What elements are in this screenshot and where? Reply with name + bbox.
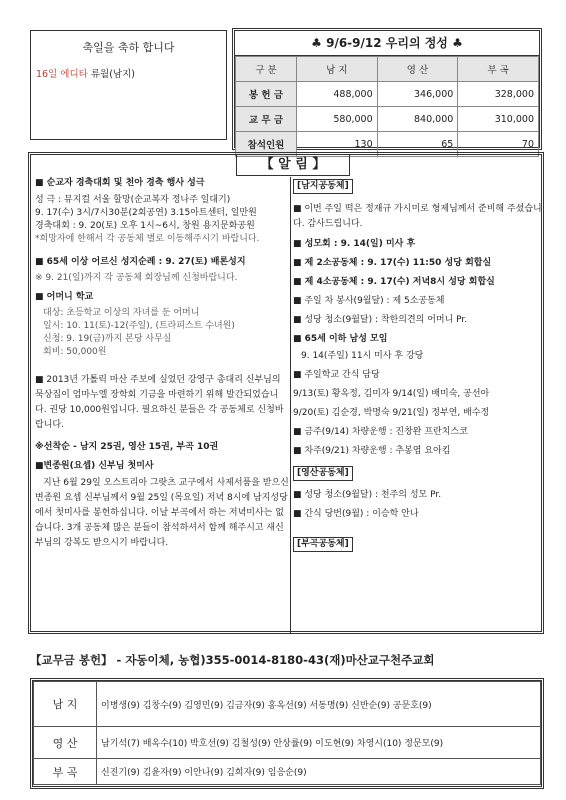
cell-value: 488,000 [297, 82, 378, 107]
notice-line: 회비: 50,000원 [43, 347, 107, 357]
offerings-box [232, 28, 542, 150]
offerings-header-row [236, 57, 539, 82]
donor-list-box [30, 678, 544, 789]
donation-account: 【교무금 봉헌】 - 자동이체, 농협)355-0014-8180-43(재)마산교구천주교회 [30, 653, 435, 667]
notice-paragraph: ■ 이번 주일 떡은 정재규 가시미로 형제님께서 준비해 주셨습니다. 감사드립니다. [293, 204, 542, 229]
cell-value: 65 [377, 132, 458, 157]
section-label-bugok: [부곡공동체] [293, 537, 353, 552]
row-label: 영 산 [34, 727, 97, 759]
donor-names: 이병생(9) 김창수(9) 김영민(9) 김금자(9) 홍옥선(9) 서동명(9) 신반순(9) 공문호(9) [97, 682, 541, 727]
notice-line: ■ 제 2소공동체 : 9. 17(수) 11:50 성당 회합실 [293, 258, 492, 268]
offerings-table [235, 56, 539, 157]
row-label: 부 곡 [34, 759, 97, 785]
notice-line: ■ 금주(9/14) 차량운행 : 진창완 프란치스코 [293, 427, 468, 437]
feast-day-saint: 에디타 [60, 69, 88, 80]
notice-paragraph: ■ 2013년 가톨릭 마산 주보에 실었던 강영구 총대리 신부님의 묵상집이 엄마누엘 장학회 기금을 마련하기 위해 발간되었습니다. 권당 10,000원입니다. 필요하신 분들은 각 공동체로 신청바랍니다. [35, 375, 284, 430]
table-row [34, 682, 541, 727]
notice-line: 9. 17(수) 3시/7시30분(2회공연) 3.15아트센터, 일만원 [35, 208, 257, 218]
offerings-title: ♣ 9/6-9/12 우리의 정성 ♣ [235, 31, 539, 56]
cell-value: 310,000 [458, 107, 539, 132]
feast-day-box [30, 30, 227, 140]
table-row [236, 82, 539, 107]
notice-line: 대상: 초등학교 이상의 자녀를 둔 어머니 [43, 308, 200, 318]
notice-line: *희망자에 한해서 각 공동체 별로 이동해주시기 바랍니다. [35, 234, 260, 244]
donor-names: 남기석(7) 배옥수(10) 박호선(9) 김철성(9) 안상률(9) 이도현(9) 차영시(10) 정문모(9) [97, 727, 541, 759]
feast-day-entry [36, 66, 226, 80]
notice-line: 성 극 : 뮤지컬 서울 할망(순교복자 정나주 일대기) [35, 195, 231, 205]
donor-table [33, 681, 541, 785]
notice-line: ■ 간식 당번(9월) : 이승학 안나 [293, 509, 419, 519]
notice-line: ■ 성당 청소(9월달) : 천주의 성모 Pr. [293, 490, 442, 500]
notice-heading: ■ 65세 이상 어르신 성지순례 : 9. 27(토) 배론성지 [35, 257, 246, 267]
section-label-namji: [남지공동체] [293, 179, 353, 194]
notices-title: 【 알 림 】 [236, 155, 350, 176]
notice-line: ■ 차주(9/21) 차량운행 : 추봉엽 요아킴 [293, 446, 451, 456]
cell-value: 328,000 [458, 82, 539, 107]
cell-value: 840,000 [377, 107, 458, 132]
cell-value: 580,000 [297, 107, 378, 132]
notice-line: ■ 65세 이하 남성 모임 [293, 334, 388, 344]
notice-line: 일시: 10. 11(토)-12(주일), (트라피스트 수녀원) [43, 321, 235, 331]
table-row [34, 759, 541, 785]
notice-line: 신청: 9. 19(금)까지 본당 사무실 [43, 334, 172, 344]
offerings-header: 구 분 [236, 57, 297, 82]
feast-day-date: 16일 [36, 69, 58, 80]
notice-heading: ■ 어머니 학교 [35, 292, 94, 302]
row-label: 봉 헌 금 [236, 82, 297, 107]
row-label: 교 무 금 [236, 107, 297, 132]
notice-line: ※선착순 - 남지 25권, 영산 15권, 부곡 10권 [35, 442, 219, 452]
offerings-header: 남 지 [297, 57, 378, 82]
column-divider [290, 177, 291, 633]
notice-line: ■ 주일학교 간식 담당 [293, 370, 380, 380]
notices-right-column [293, 177, 543, 556]
section-label-yeongsan: [영산공동체] [293, 466, 353, 481]
notice-line: 9/13(토) 황옥정, 김미자 9/14(일) 배미숙, 공선아 [293, 389, 490, 399]
notice-line: 9/20(토) 김순경, 박명숙 9/21(일) 정부연, 배수정 [293, 408, 490, 418]
notice-paragraph: 지난 6월 29일 오스트리아 그랏츠 교구에서 사제서품을 받으신 변종원 요셉 신부님께서 9월 25일 (목요일) 저녁 8시에 남지성당에서 첫미사를 봉헌하십니다. 이날 부곡에서 하는 저녁미사는 없습니다. 3개 공동체 많은 분들이 참석하셔서 함께 해주시고 새신부님의 강복도 받으시기 바랍니다. [35, 478, 289, 548]
notice-line: 9. 14(주일) 11시 미사 후 강당 [301, 351, 424, 361]
donor-names: 신진기(9) 김윤자(9) 이안나(9) 김희자(9) 임응순(9) [97, 759, 541, 785]
feast-day-title: 축일을 축하 합니다 [82, 41, 175, 54]
cell-value: 346,000 [377, 82, 458, 107]
table-row [34, 727, 541, 759]
table-row [236, 107, 539, 132]
notice-line: ■ 주일 차 봉사(9월달) : 제 5소공동체 [293, 296, 445, 306]
cell-value: 70 [458, 132, 539, 157]
offerings-header: 부 곡 [458, 57, 539, 82]
cell-value: 130 [297, 132, 378, 157]
notice-line: ■ 성당 청소(9월달) : 착한의견의 어머니 Pr. [293, 315, 468, 325]
notice-heading: ■ 순교자 경축대회 및 천아 경축 행사 성극 [35, 178, 205, 188]
notice-line: ■ 제 4소공동체 : 9. 17(수) 저녁8시 성당 회합실 [293, 277, 495, 287]
offerings-header: 영 산 [377, 57, 458, 82]
notices-box [28, 152, 544, 634]
notice-line: ※ 9. 21(일)까지 각 공동체 회장님께 신청바랍니다. [35, 273, 238, 283]
notice-heading: ■변종원(요셉) 신부님 첫미사 [35, 461, 154, 471]
notices-left-column [35, 177, 289, 551]
notice-line: 경축대회 : 9. 20(토) 오후 1시~6시, 창원 용지문화공원 [35, 221, 255, 231]
row-label: 참석인원 [236, 132, 297, 157]
row-label: 남 지 [34, 682, 97, 727]
notice-line: ■ 성모회 : 9. 14(일) 미사 후 [293, 239, 416, 249]
feast-day-person: 류월(남지) [90, 69, 135, 80]
